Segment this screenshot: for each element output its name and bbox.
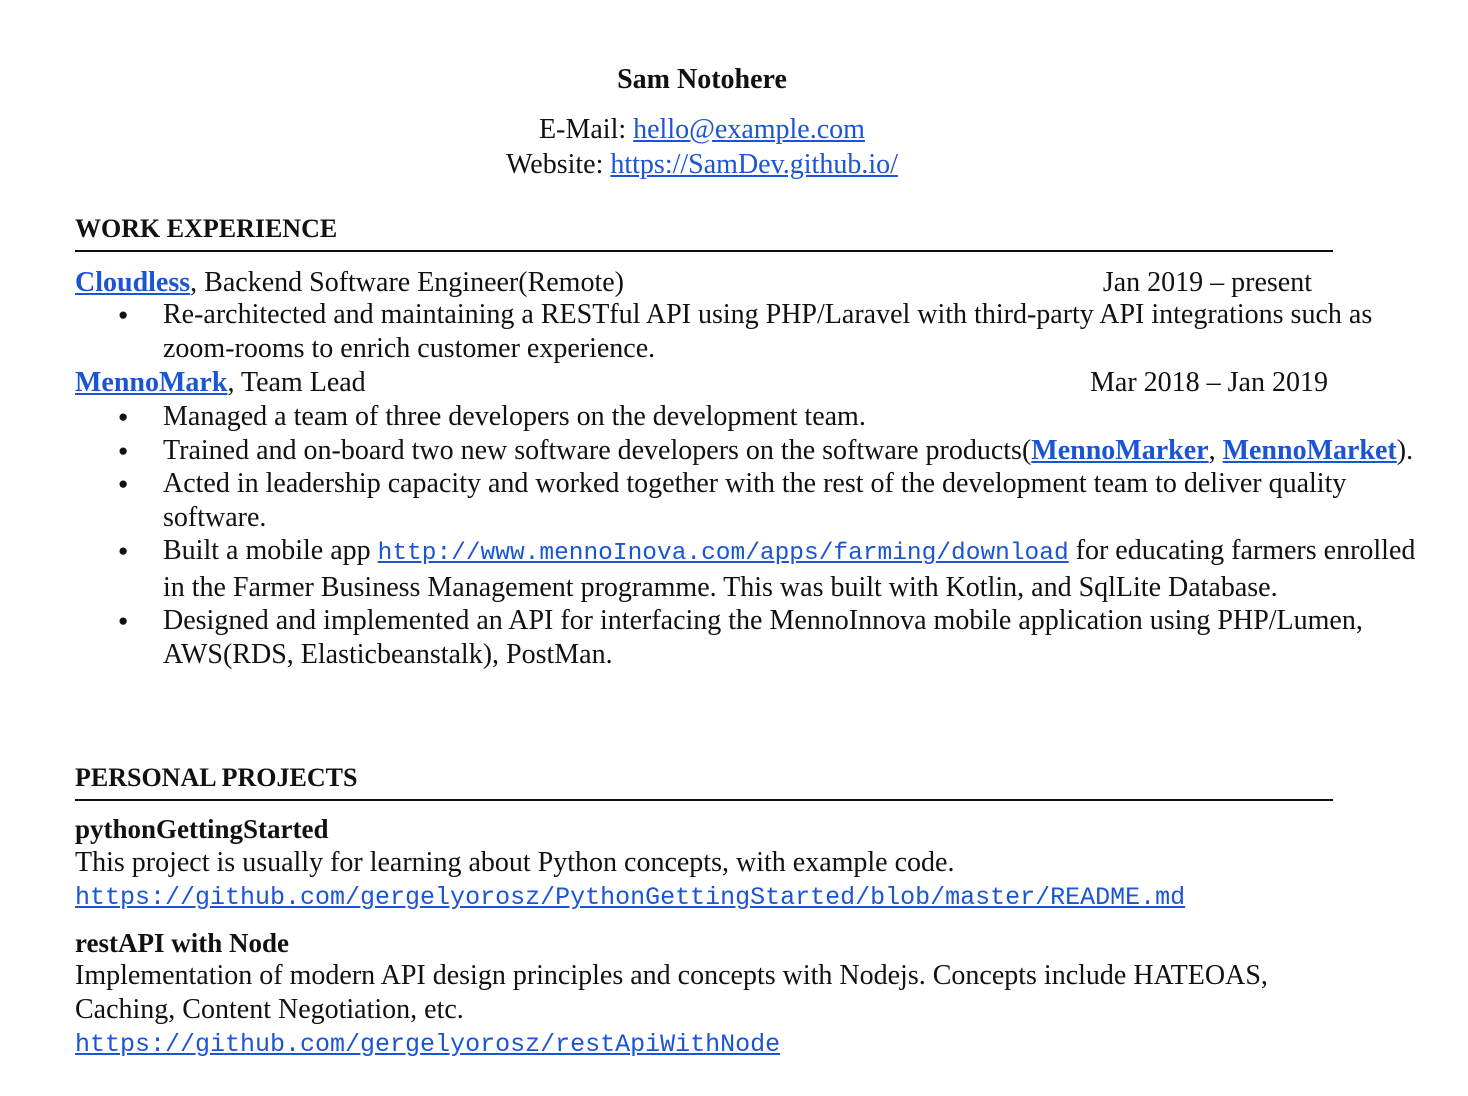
website-label: Website: bbox=[506, 149, 604, 180]
job-dates: Mar 2018 – Jan 2019 bbox=[1090, 367, 1328, 398]
project-link[interactable]: https://github.com/gergelyorosz/restApiWithNode bbox=[75, 1030, 781, 1059]
website-line bbox=[0, 147, 1404, 182]
project-link[interactable]: https://github.com/gergelyorosz/PythonGettingStarted/blob/master/README.md bbox=[75, 883, 1186, 912]
job-title-line bbox=[75, 266, 624, 300]
contact-block bbox=[0, 112, 1404, 182]
work-experience-heading: WORK EXPERIENCE bbox=[75, 212, 1333, 252]
email-label: E-Mail: bbox=[539, 114, 627, 145]
list-item bbox=[163, 534, 1423, 604]
job-dates: Jan 2019 – present bbox=[1102, 267, 1312, 298]
website-link[interactable]: https://SamDev.github.io/ bbox=[610, 149, 898, 180]
bullet-text: ). bbox=[1396, 434, 1414, 466]
project-description: Implementation of modern API design principles and concepts with Nodejs. Concepts include HATEOAS, Caching, Content Negotiation, etc. bbox=[75, 960, 1268, 1025]
project-description: This project is usually for learning about Python concepts, with example code. bbox=[75, 847, 955, 878]
company-link-cloudless[interactable]: Cloudless bbox=[75, 267, 191, 298]
personal-projects-heading: PERSONAL PROJECTS bbox=[75, 761, 1333, 801]
job-role: , Backend Software Engineer(Remote) bbox=[190, 267, 624, 298]
job-role: , Team Lead bbox=[227, 367, 366, 398]
job-cloudless bbox=[75, 266, 1312, 300]
list-item bbox=[163, 434, 1423, 468]
list-item: ● Managed a team of three developers on the development team. bbox=[163, 400, 1423, 434]
bullet-text: for educating farmers enrolled in the Farmer Business Management programme. This was built with Kotlin, and SqlLite Database. bbox=[163, 535, 1416, 603]
product-link-mennomarket[interactable]: MennoMarket bbox=[1222, 434, 1397, 466]
list-item: ● Acted in leadership capacity and worked together with the rest of the development team to deliver quality software. bbox=[163, 467, 1423, 534]
bullet-separator: , bbox=[1208, 434, 1223, 466]
project-title: restAPI with Node bbox=[75, 928, 289, 958]
list-item: ● Re-architected and maintaining a RESTful API using PHP/Laravel with third-party API integrations such as zoom-rooms to enrich customer experience. bbox=[163, 298, 1423, 365]
app-download-link[interactable]: http://www.mennoInova.com/apps/farming/download bbox=[377, 540, 1069, 567]
project-title: pythonGettingStarted bbox=[75, 814, 329, 844]
list-item: ● Designed and implemented an API for interfacing the MennoInnova mobile application using PHP/Lumen, AWS(RDS, Elasticbeanstalk), PostMan. bbox=[163, 604, 1423, 671]
job-title-line bbox=[75, 366, 366, 400]
cloudless-bullets bbox=[75, 298, 1423, 365]
company-link-mennomark[interactable]: MennoMark bbox=[75, 367, 228, 398]
mennomark-bullets bbox=[75, 400, 1423, 671]
product-link-mennomarker[interactable]: MennoMarker bbox=[1031, 434, 1209, 466]
email-link[interactable]: hello@example.com bbox=[633, 114, 865, 145]
job-mennomark bbox=[75, 366, 1328, 400]
resume-name: Sam Notohere bbox=[617, 64, 787, 95]
bullet-text: Built a mobile app bbox=[163, 535, 378, 566]
email-line bbox=[0, 112, 1404, 147]
bullet-text: Trained and on-board two new software developers on the software products( bbox=[163, 434, 1032, 466]
